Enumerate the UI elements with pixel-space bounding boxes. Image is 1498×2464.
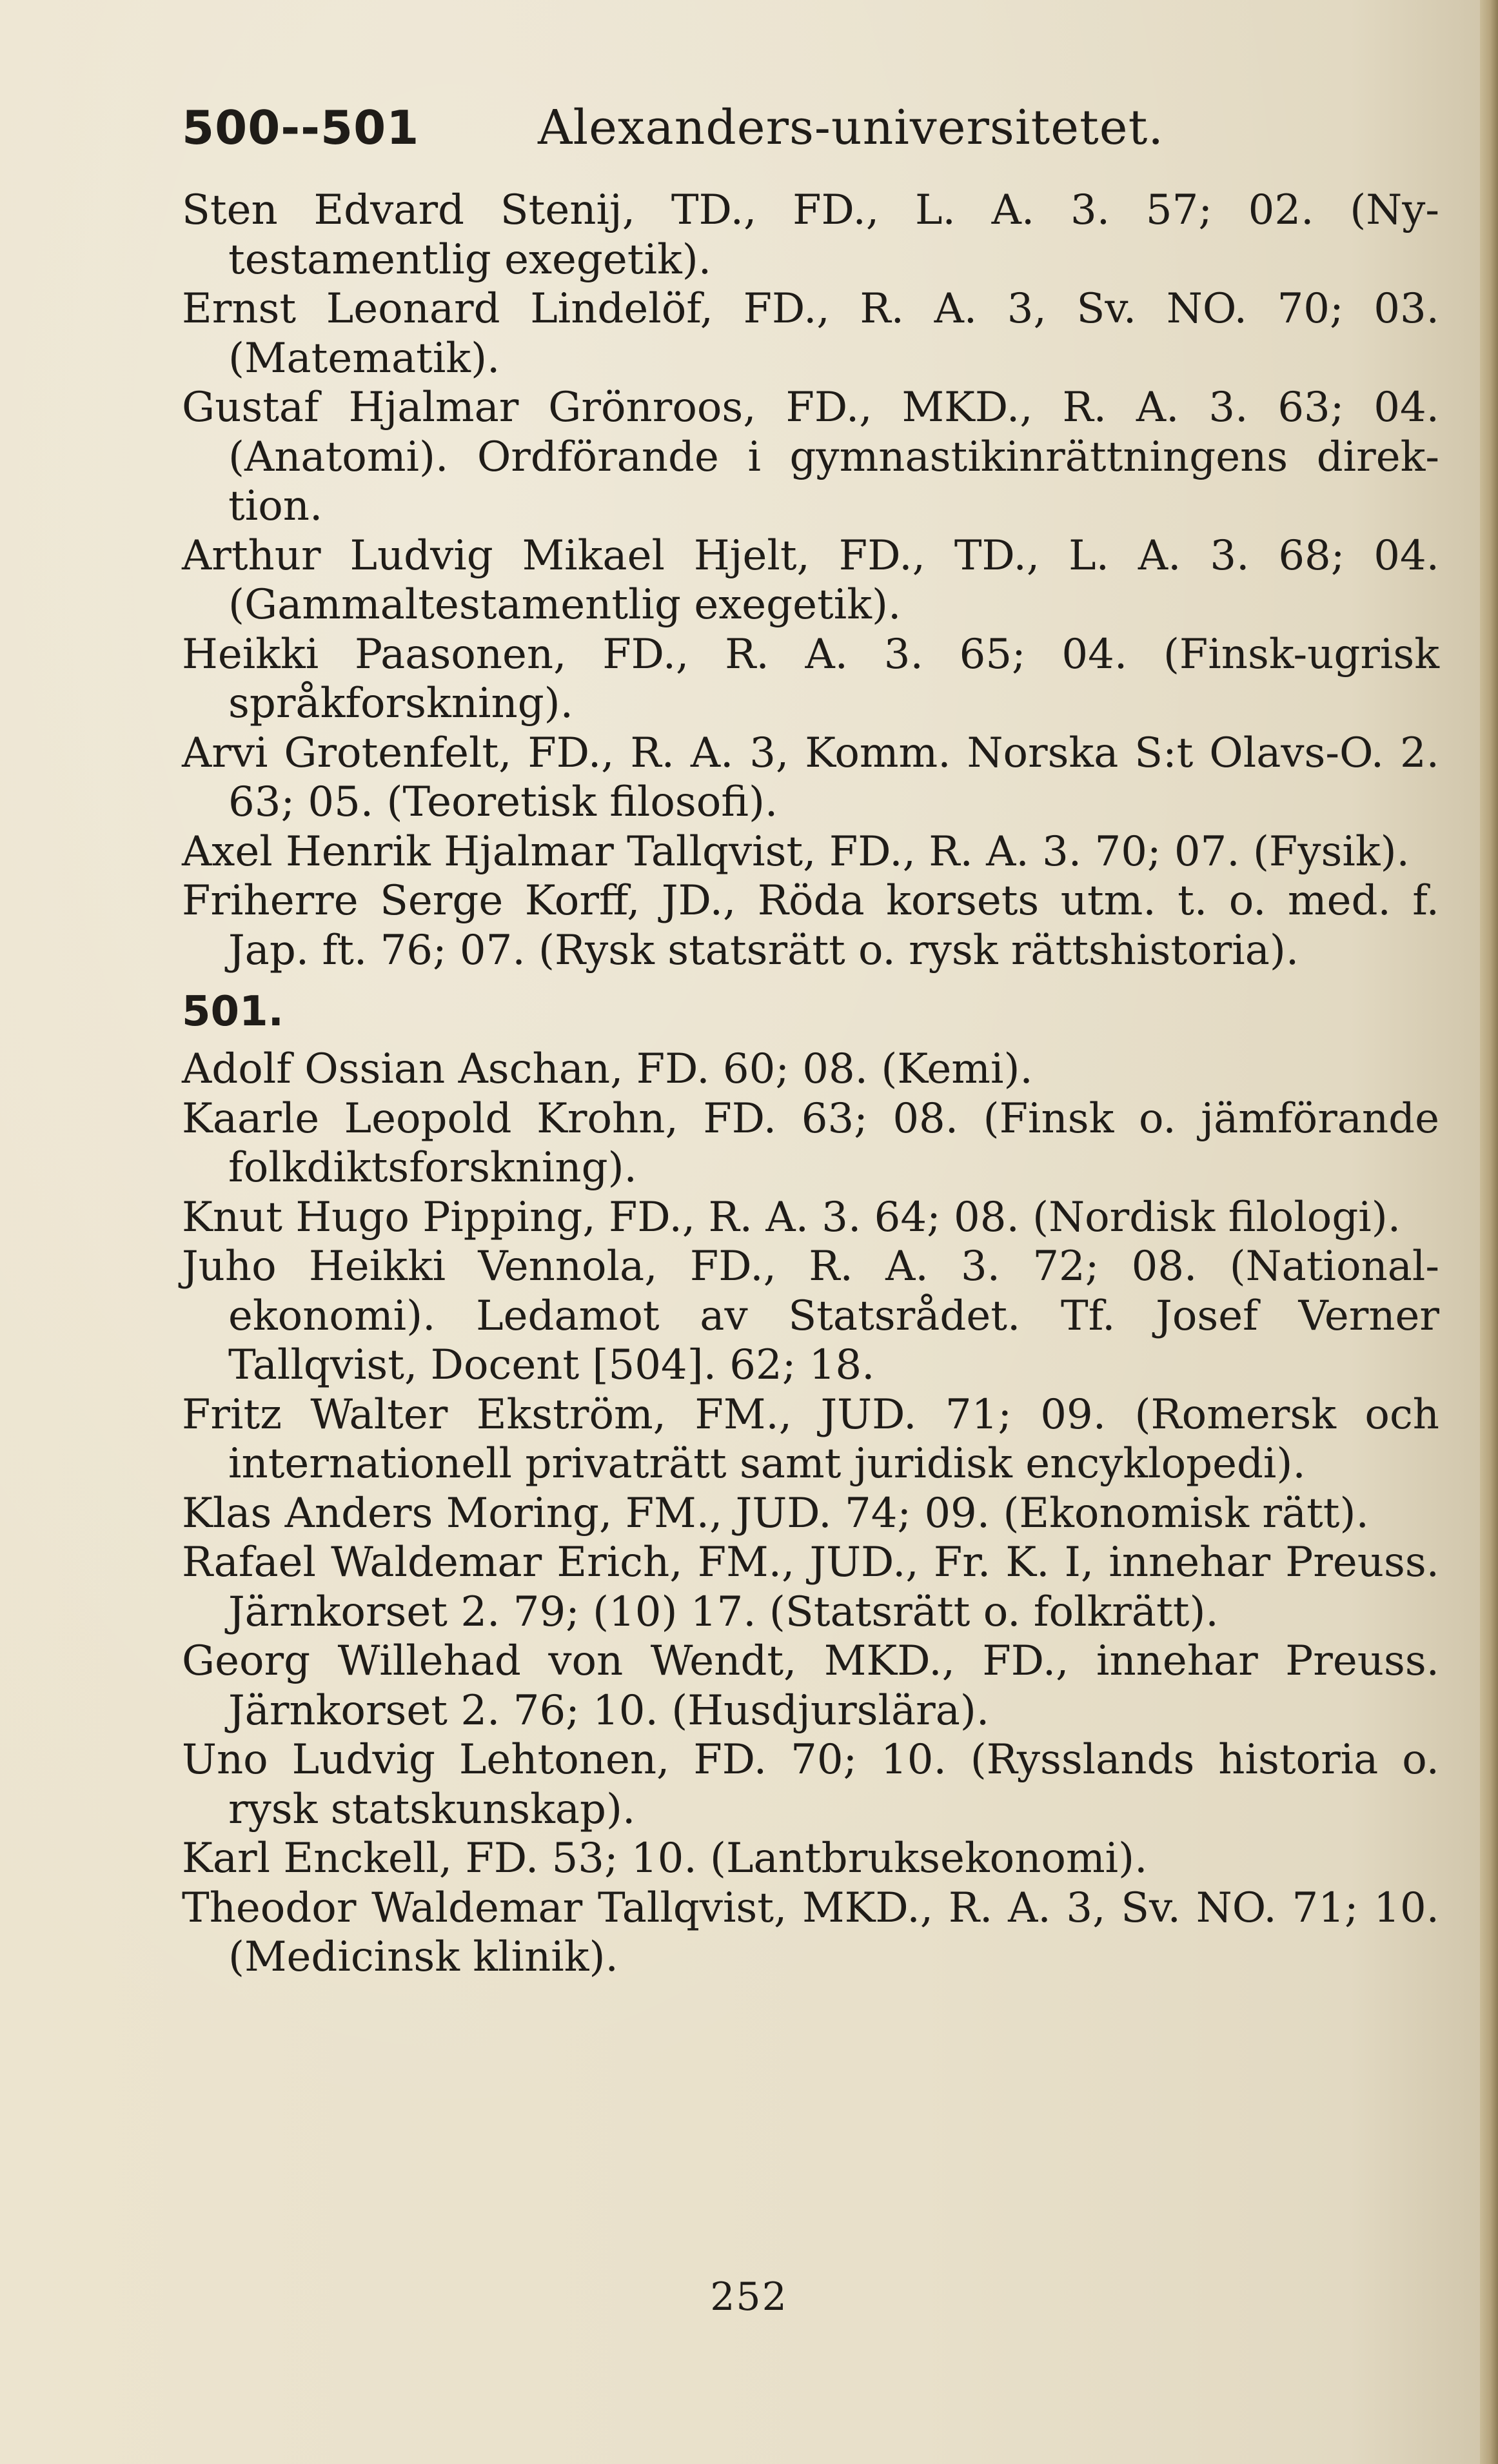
running-header [182,95,1446,160]
entry-item: Sten Edvard Stenij, TD., FD., L. A. 3. 57; 02. (Nytestamentlig exegetik). [182,186,1439,284]
entry-item: Juho Heikki Vennola, FD., R. A. 3. 72; 08. (Nationalekonomi). Ledamot av Statsrådet. Tf. Josef Verner Tallqvist, Docent [504]. 62; 18. [182,1243,1439,1389]
entry-item: Adolf Ossian Aschan, FD. 60; 08. (Kemi). [182,1045,1033,1093]
entry-item: Georg Willehad von Wendt, MKD., FD., innehar Preuss. Järnkorset 2. 76; 10. (Husdjurslära). [182,1637,1439,1735]
entry-item: Arthur Ludvig Mikael Hjelt, FD., TD., L. A. 3. 68; 04. (Gammaltestamentlig exegetik). [182,531,1439,629]
entry-item: Kaarle Leopold Krohn, FD. 63; 08. (Finsk o. jämförande folkdiktsforskning). [182,1094,1439,1192]
entry-item: Ernst Leonard Lindelöf, FD., R. A. 3, Sv. NO. 70; 03. (Matematik). [182,285,1439,382]
entry-item: Axel Henrik Hjalmar Tallqvist, FD., R. A. 3. 70; 07. (Fysik). [182,827,1410,876]
entry-item: Klas Anders Moring, FM., JUD. 74; 09. (Ekonomisk rätt). [182,1489,1369,1537]
header-title: Alexanders-universitetet. [538,100,1164,155]
entry-item: Friherre Serge Korff, JD., Röda korsets utm. t. o. med. f. Jap. ft. 76; 07. (Rysk statsrätt o. rysk rättshistoria). [182,877,1439,974]
page-range: 500--501 [182,101,420,155]
page-edge [1480,0,1498,2464]
entry-item: Karl Enckell, FD. 53; 10. (Lantbruksekonomi). [182,1835,1148,1882]
entry-item: Heikki Paasonen, FD., R. A. 3. 65; 04. (Finsk-ugrisk språkforskning). [182,630,1439,727]
entry-item: Fritz Walter Ekström, FM., JUD. 71; 09. (Romersk och internationell privaträtt samt juridisk encyklopedi). [182,1390,1439,1488]
entry-item: Knut Hugo Pipping, FD., R. A. 3. 64; 08. (Nordisk filologi). [182,1193,1401,1241]
entry-item: Gustaf Hjalmar Grönroos, FD., MKD., R. A. 3. 63; 04. (Anatomi). Ordförande i gymnastikinrättningens direktion. [182,384,1439,530]
page-number: 252 [710,2274,788,2320]
section-number: 501. [182,988,284,1036]
entry-list [182,186,1439,1982]
entry-item: Rafael Waldemar Erich, FM., JUD., Fr. K. I, innehar Preuss. Järnkorset 2. 79; (10) 17. (Statsrätt o. folkrätt). [182,1539,1439,1636]
entry-item: Theodor Waldemar Tallqvist, MKD., R. A. 3, Sv. NO. 71; 10. (Medicinsk klinik). [182,1884,1439,1981]
entry-item: Uno Ludvig Lehtonen, FD. 70; 10. (Rysslands historia o. rysk statskunskap). [182,1736,1439,1833]
entry-item: Arvi Grotenfelt, FD., R. A. 3, Komm. Norska S:t Olavs-O. 2. 63; 05. (Teoretisk filosofi). [182,729,1439,826]
